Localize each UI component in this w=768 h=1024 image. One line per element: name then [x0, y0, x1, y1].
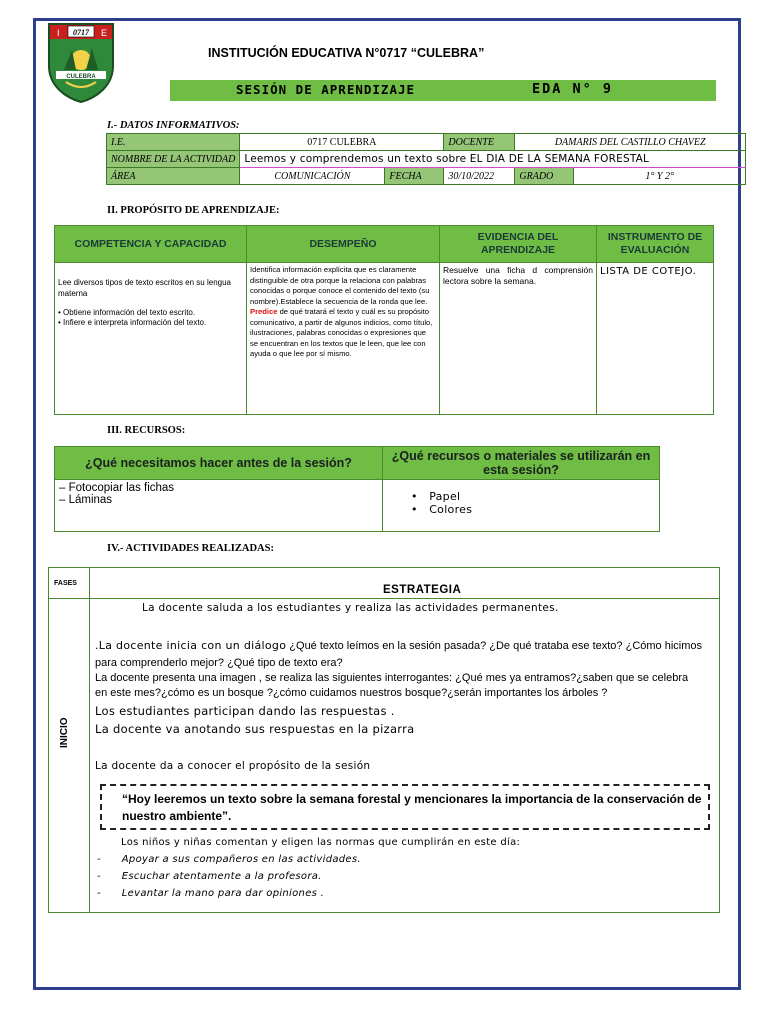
norma-2: Escuchar atentamente a la profesora. — [121, 871, 322, 882]
material-item — [411, 490, 655, 503]
estrategia-line — [95, 639, 702, 653]
area-label: ÁREA — [107, 168, 240, 185]
norma-item — [97, 870, 322, 884]
evidencia-cell: Resuelve una ficha d comprensión lectora sobre la semana. — [440, 263, 597, 415]
estrategia-line: en este mes?¿cómo es un bosque ?¿cómo cuidamos nuestros bosque?¿serán importantes los árboles ? — [95, 687, 608, 699]
norma-item — [97, 887, 324, 901]
fecha-value: 30/10/2022 — [444, 168, 515, 185]
actividad-value: Leemos y comprendemos un texto sobre EL DIA DE LA SEMANA FORESTAL — [240, 151, 746, 168]
norma-item — [97, 853, 361, 867]
school-crest-logo — [46, 20, 116, 104]
eda-number: EDA N° 9 — [532, 81, 614, 97]
proposito-heading: II. PROPÓSITO DE APRENDIZAJE: — [107, 205, 280, 216]
norma-3: Levantar la mano para dar opiniones . — [121, 888, 325, 899]
institution-name: INSTITUCIÓN EDUCATIVA N°0717 “CULEBRA” — [208, 46, 485, 60]
col-evidencia: EVIDENCIA DEL APRENDIZAJE — [440, 226, 597, 263]
dash-bullet: - — [97, 888, 122, 899]
col-desempeno: DESEMPEÑO — [247, 226, 440, 263]
col-fases: FASES — [54, 580, 77, 587]
col-competencia: COMPETENCIA Y CAPACIDAD — [55, 226, 247, 263]
estrategia-line: Los estudiantes participan dando las respuestas . — [95, 704, 395, 718]
col-antes-sesion: ¿Qué necesitamos hacer antes de la sesión? — [55, 447, 383, 480]
estrategia-line: La docente presenta una imagen , se realiza las siguientes interrogantes: ¿Qué mes ya entramos?¿saben que se celebra — [95, 672, 689, 684]
desempeno-text-2: de qué tratará el texto y cuál es su propósito comunicativo, a partir de algunos indicios, como título, ilustraciones, palabras conocidas o expresiones que se encuentran en los textos que le leen, que lee con ayuda o que lee por sí mismo. — [250, 307, 433, 358]
capacidad-1: • Obtiene información del texto escrito. — [58, 307, 196, 317]
materiales-cell — [383, 480, 660, 532]
session-banner — [170, 80, 716, 101]
grado-label: GRADO — [515, 168, 574, 185]
material-2: Colores — [429, 503, 473, 516]
docente-label: DOCENTE — [444, 134, 515, 151]
session-purpose-text: “Hoy leeremos un texto sobre la semana forestal y mencionares la importancia de la conservación de nuestro ambiente”. — [122, 792, 702, 823]
norma-1: Apoyar a sus compañeros en las actividades. — [121, 854, 361, 865]
col-instrumento: INSTRUMENTO DE EVALUACIÓN — [597, 226, 714, 263]
logo-band-text: CULEBRA — [66, 74, 96, 80]
dialogo-intro: .La docente inicia con un diálogo — [95, 639, 287, 652]
desempeno-predice: Predice — [250, 307, 278, 316]
antes-item-2: – Láminas — [59, 494, 113, 506]
bullet-icon: • — [411, 490, 430, 503]
normas-intro: Los niños y niñas comentan y eligen las normas que cumplirán en este día: — [121, 837, 521, 848]
datos-table — [106, 133, 746, 185]
instrumento-cell: LISTA DE COTEJO. — [597, 263, 714, 415]
ie-label: I.E. — [107, 134, 240, 151]
fecha-label: FECHA — [385, 168, 444, 185]
antes-item-1: – Fotocopiar las fichas — [59, 482, 175, 494]
logo-number: 0717 — [73, 28, 89, 37]
col-materiales: ¿Qué recursos o materiales se utilizarán en esta sesión? — [383, 447, 660, 480]
estrategia-line: La docente saluda a los estudiantes y realiza las actividades permanentes. — [142, 602, 559, 614]
actividades-heading: IV.- ACTIVIDADES REALIZADAS: — [107, 543, 274, 554]
ie-value: 0717 CULEBRA — [240, 134, 444, 151]
bullet-icon: • — [411, 503, 430, 516]
actividad-label: NOMBRE DE LA ACTIVIDAD — [107, 151, 240, 168]
proposito-table — [54, 225, 714, 415]
fase-inicio: INICIO — [59, 717, 70, 748]
col-estrategia: ESTRATEGIA — [383, 584, 462, 596]
competencia-text: Lee diversos tipos de texto escritos en su lengua materna — [58, 278, 231, 298]
competencia-cell — [55, 263, 247, 415]
material-item — [411, 503, 655, 516]
svg-text:E: E — [101, 28, 108, 38]
estrategia-line: La docente va anotando sus respuestas en la pizarra — [95, 722, 415, 736]
estrategia-line: para comprenderlo mejor? ¿Qué tipo de texto era? — [95, 657, 343, 669]
datos-heading: I.- DATOS INFORMATIVOS: — [107, 120, 240, 131]
capacidad-2: • Infiere e interpreta información del texto. — [58, 318, 207, 328]
session-purpose-box — [100, 784, 710, 830]
svg-text:I: I — [57, 28, 60, 38]
estrategia-line: La docente da a conocer el propósito de la sesión — [95, 760, 371, 772]
area-value: COMUNICACIÓN — [240, 168, 385, 185]
desempeno-cell — [247, 263, 440, 415]
antes-cell — [55, 480, 383, 532]
session-title: SESIÓN DE APRENDIZAJE — [236, 82, 416, 97]
recursos-table — [54, 446, 660, 532]
desempeno-text-1: Identifica información explícita que es claramente distinguible de otra porque la relaciona con palabras conocidas o porque conoce el contenido del texto (su nombre).Establece la secuencia de la ronda que lee. — [250, 265, 430, 306]
dash-bullet: - — [97, 854, 122, 865]
grado-value: 1° Y 2° — [574, 168, 746, 185]
docente-value: DAMARIS DEL CASTILLO CHAVEZ — [515, 134, 746, 151]
recursos-heading: III. RECURSOS: — [107, 425, 186, 436]
dash-bullet: - — [97, 871, 122, 882]
material-1: Papel — [429, 490, 461, 503]
dialogo-questions: ¿Qué texto leímos en la sesión pasada? ¿De qué trataba ese texto? ¿Cómo hicimos — [286, 640, 703, 652]
